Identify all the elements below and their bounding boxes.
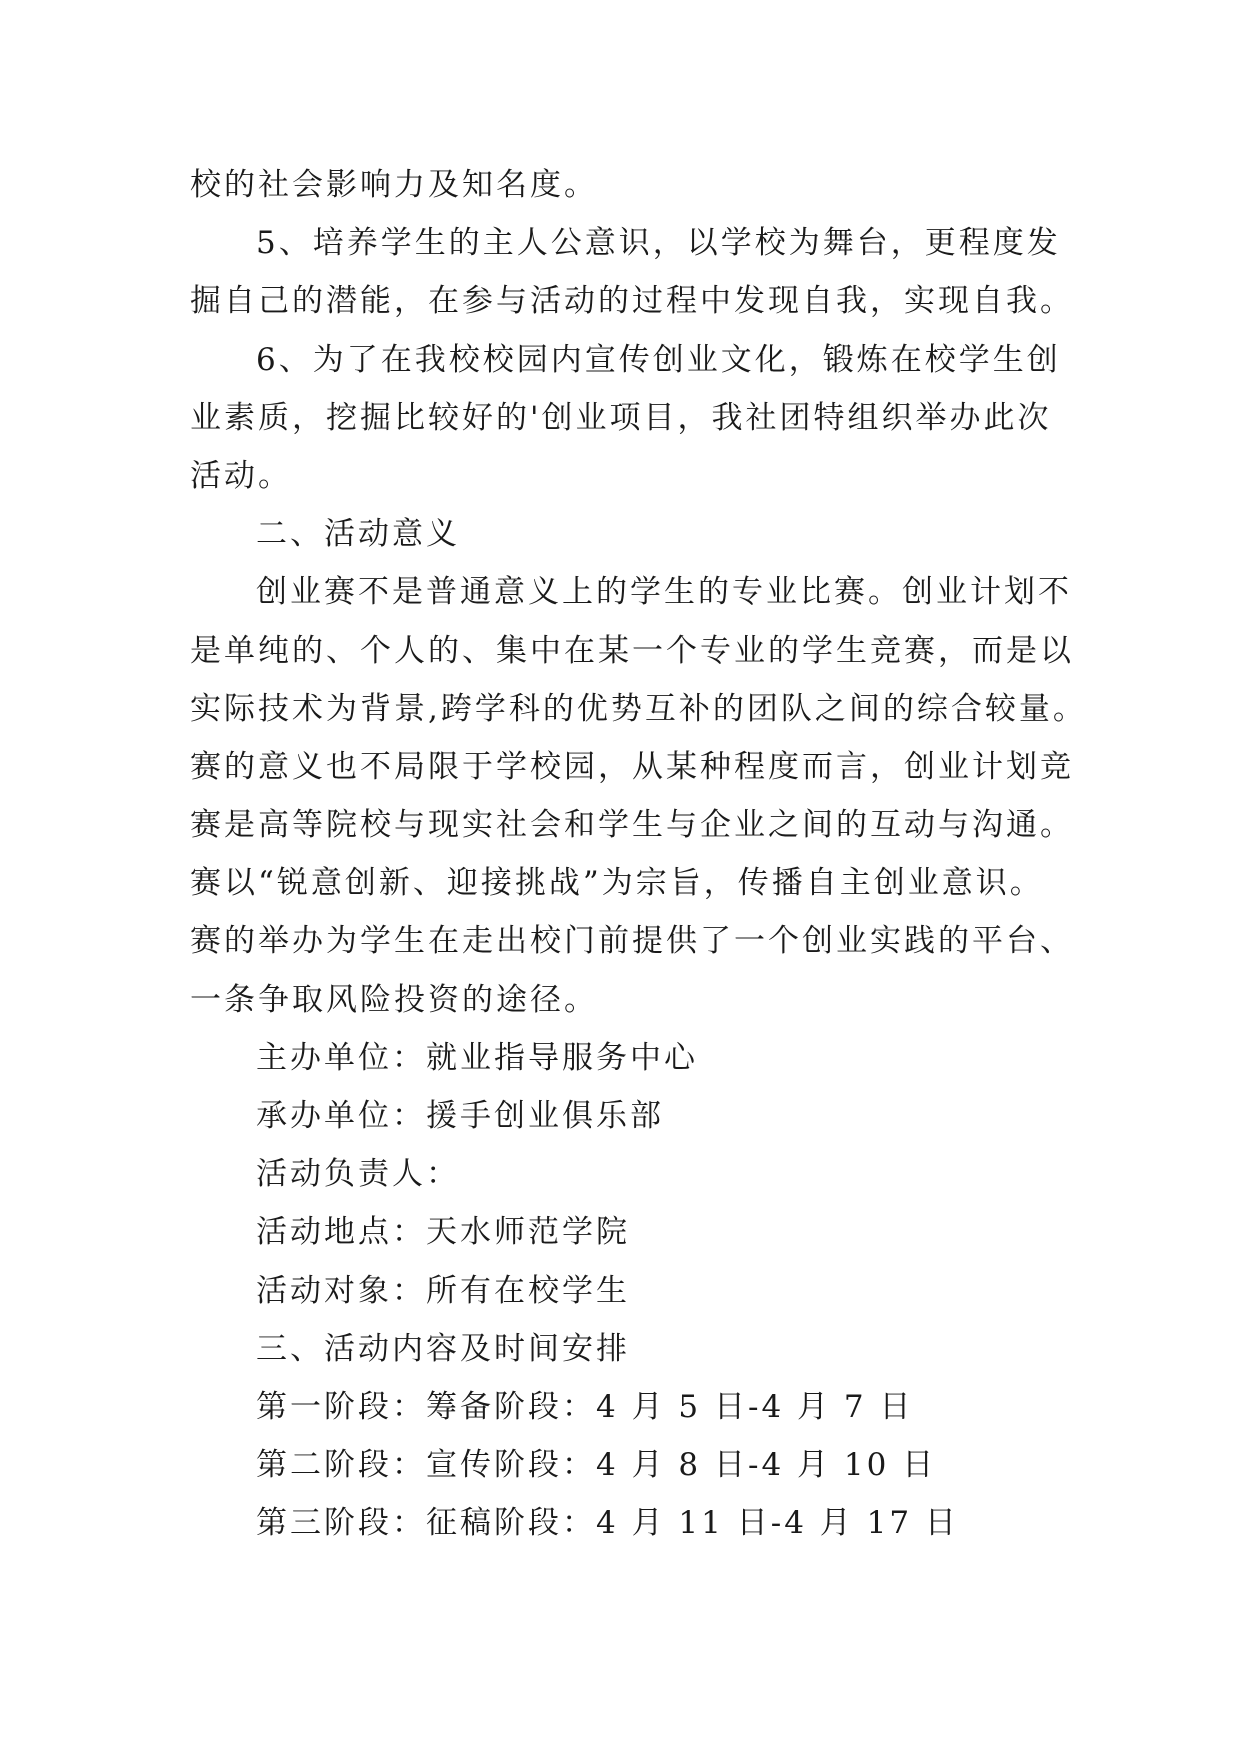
text-line: 三、活动内容及时间安排	[256, 1330, 630, 1367]
text-line: 活动。	[190, 457, 292, 494]
text-line: 校的社会影响力及知名度。	[190, 167, 598, 203]
text-line: 第二阶段：宣传阶段：4 月 8 日-4 月 10 日	[256, 1447, 937, 1484]
text-line: 实际技术为背景,跨学科的优势互补的团队之间的综合较量。	[190, 690, 1087, 727]
text-line: 6、为了在我校校园内宣传创业文化，锻炼在校学生创	[256, 341, 1061, 378]
text-line: 业素质，挖掘比较好的'创业项目，我社团特组织举办此次	[190, 399, 1052, 436]
text-line: 5、培养学生的主人公意识，以学校为舞台，更程度发	[256, 225, 1061, 262]
text-line: 第三阶段：征稿阶段：4 月 11 日-4 月 17 日	[256, 1505, 959, 1542]
text-line: 是单纯的、个人的、集中在某一个专业的学生竞赛，而是以	[190, 632, 1074, 669]
text-line: 承办单位：援手创业俱乐部	[256, 1098, 664, 1134]
document-body	[190, 156, 1087, 1553]
text-line: 一条争取风险投资的途径。	[190, 981, 598, 1018]
text-line: 二、活动意义	[256, 516, 460, 553]
text-line: 第一阶段：筹备阶段：4 月 5 日-4 月 7 日	[256, 1388, 914, 1425]
text-line: 创业赛不是普通意义上的学生的专业比赛。创业计划不	[256, 574, 1072, 611]
text-line: 赛的意义也不局限于学校园，从某种程度而言，创业计划竞	[190, 748, 1074, 785]
text-line: 活动地点：天水师范学院	[256, 1214, 630, 1251]
text-line: 赛是高等院校与现实社会和学生与企业之间的互动与沟通。	[190, 807, 1074, 844]
text-line: 主办单位：就业指导服务中心	[256, 1039, 698, 1076]
text-line: 赛以“锐意创新、迎接挑战”为宗旨，传播自主创业意识。	[190, 865, 1044, 902]
text-line: 活动负责人：	[256, 1156, 460, 1193]
text-line: 掘自己的潜能，在参与活动的过程中发现自我，实现自我。	[190, 283, 1074, 320]
text-line: 赛的举办为学生在走出校门前提供了一个创业实践的平台、	[190, 923, 1074, 960]
text-line: 活动对象：所有在校学生	[256, 1272, 630, 1309]
